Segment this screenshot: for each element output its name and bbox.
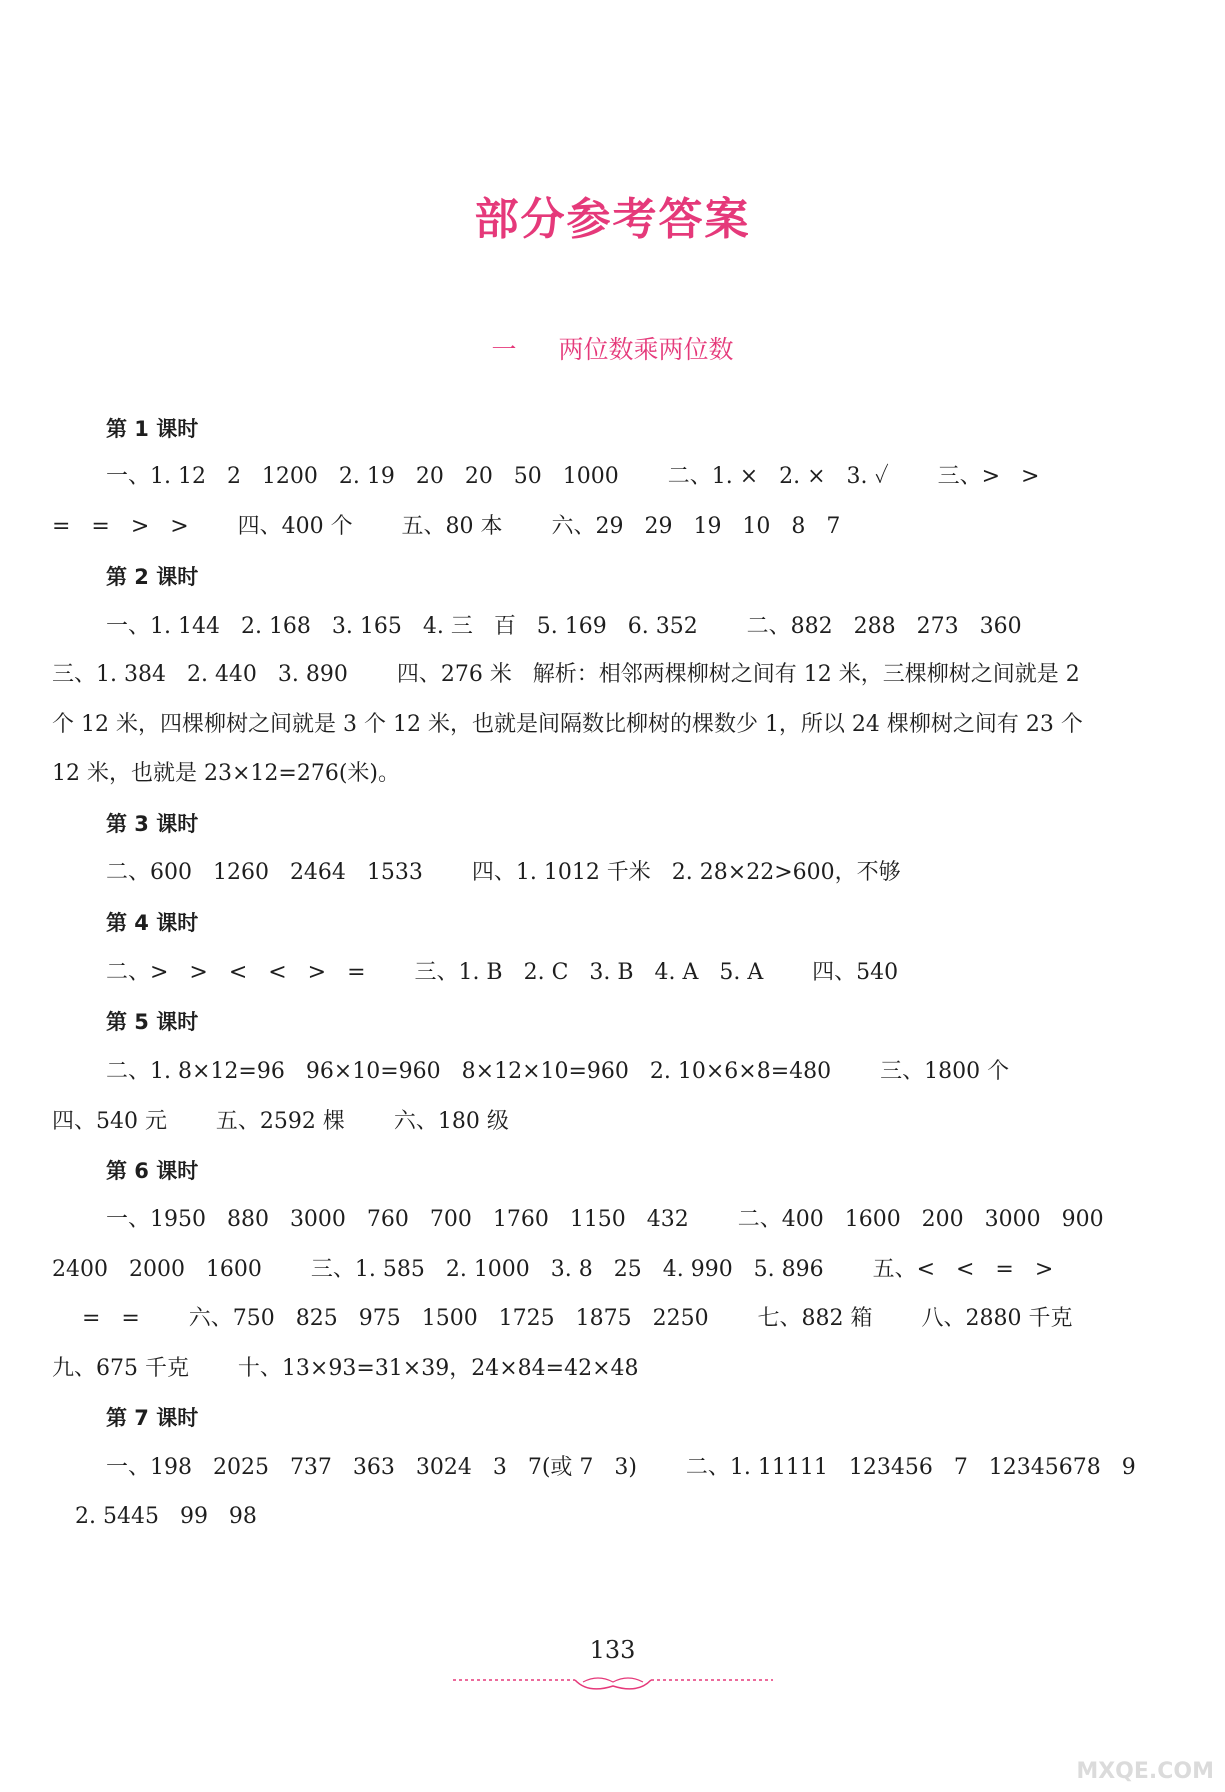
answer-line: 2. 5445 99 98	[75, 1504, 257, 1529]
answer-line: 一、1. 12 2 1200 2. 19 20 20 50 1000 二、1. × 2. × 3. ✓ 三、> >	[106, 464, 1040, 489]
answer-line: 个 12 米，四棵柳树之间就是 3 个 12 米，也就是间隔数比柳树的棵数少 1，所以 24 棵柳树之间有 23 个	[52, 712, 1083, 737]
answer-line: 一、198 2025 737 363 3024 3 7(或 7 3) 二、1. 11111 123456 7 12345678 9	[106, 1455, 1136, 1480]
lesson-heading: 第 2 课时	[106, 565, 199, 589]
footer-ornament	[453, 1670, 773, 1696]
page-number: 133	[589, 1636, 636, 1664]
answer-line: 2400 2000 1600 三、1. 585 2. 1000 3. 8 25 4. 990 5. 896 五、< < = >	[52, 1257, 1054, 1282]
lesson-heading: 第 7 课时	[106, 1406, 199, 1430]
answer-line: 一、1950 880 3000 760 700 1760 1150 432 二、400 1600 200 3000 900	[106, 1207, 1104, 1232]
answer-line: = = > > 四、400 个 五、80 本 六、29 29 19 10 8 7	[52, 514, 841, 539]
lesson-heading: 第 1 课时	[106, 417, 199, 441]
watermark-text: MXQE.COM	[1076, 1759, 1214, 1784]
page-title: 部分参考答案	[474, 194, 751, 245]
answer-line: 二、1. 8×12=96 96×10=960 8×12×10=960 2. 10×6×8=480 三、1800 个	[106, 1059, 1010, 1084]
answer-line: 二、600 1260 2464 1533 四、1. 1012 千米 2. 28×22>600，不够	[106, 860, 901, 885]
answer-line: 三、1. 384 2. 440 3. 890 四、276 米 解析：相邻两棵柳树之间有 12 米，三棵柳树之间就是 2	[52, 662, 1080, 687]
answer-line: 12 米，也就是 23×12=276(米)。	[52, 761, 400, 786]
answer-line: 四、540 元 五、2592 棵 六、180 级	[52, 1109, 509, 1134]
chapter-name: 两位数乘两位数	[558, 335, 734, 364]
answer-line: 九、675 千克 十、13×93=31×39，24×84=42×48	[52, 1356, 639, 1381]
lesson-heading: 第 4 课时	[106, 911, 199, 935]
watermark-logo	[1058, 1700, 1218, 1788]
answer-line: 二、> > < < > = 三、1. B 2. C 3. B 4. A 5. A 四、540	[106, 960, 899, 985]
lesson-heading: 第 3 课时	[106, 812, 199, 836]
answer-line: 一、1. 144 2. 168 3. 165 4. 三 百 5. 169 6. 352 二、882 288 273 360	[106, 614, 1022, 639]
lesson-heading: 第 5 课时	[106, 1010, 199, 1034]
answer-line: = = 六、750 825 975 1500 1725 1875 2250 七、882 箱 八、2880 千克	[82, 1306, 1073, 1331]
lesson-heading: 第 6 课时	[106, 1159, 199, 1183]
chapter-number: 一	[491, 335, 517, 364]
